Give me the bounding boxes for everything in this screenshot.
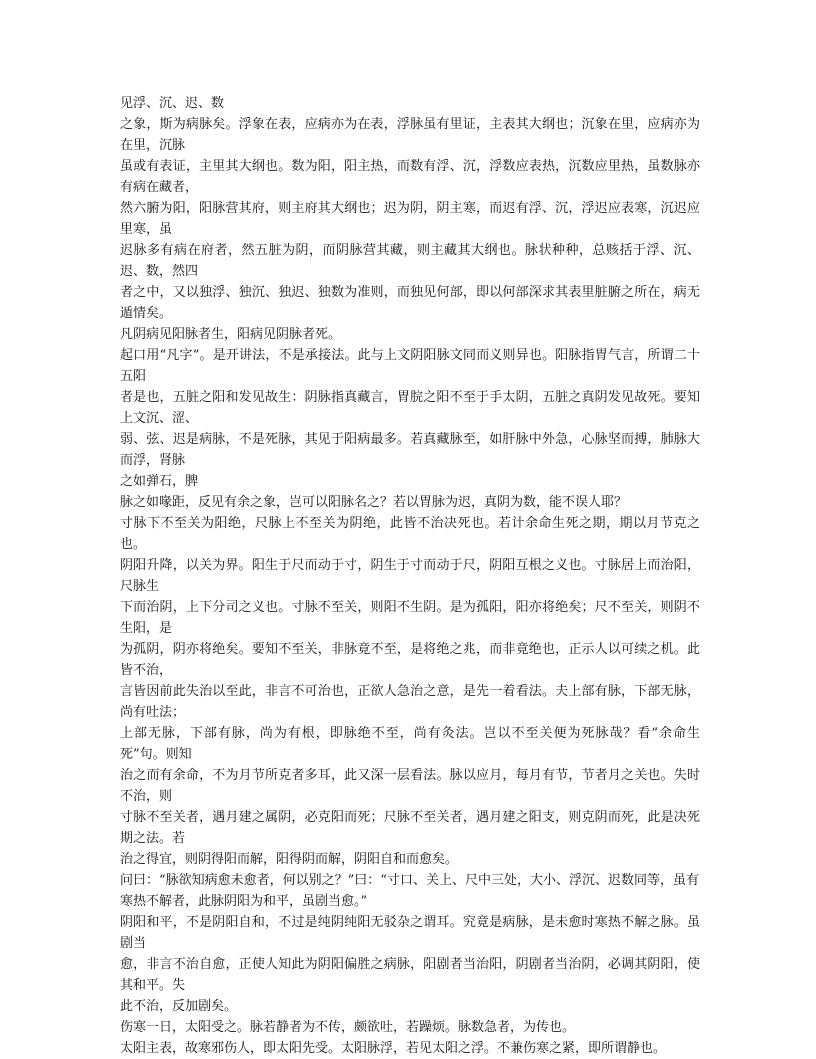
text-line: 愈，非言不治自愈，正使人知此为阴阳偏胜之病脉，阳剧者当治阳，阴剧者当治阴，必调其阴阳，使其和平。失	[120, 957, 700, 993]
text-line: 阴阳升降，以关为界。阳生于尺而动于寸，阴生于寸而动于尺，阴阳互根之义也。寸脉居上而治阳，尺脉生	[120, 558, 700, 594]
text-line: 迟脉多有病在府者，然五脏为阴，而阴脉营其藏，则主藏其大纲也。脉状种种，总赅括于浮、沉、迟、数，然四	[120, 243, 700, 279]
text-line: 治之得宜，则阴得阳而解，阳得阴而解，阴阳自和而愈矣。	[120, 852, 459, 867]
text-line: 寸脉下不至关为阳绝，尺脉上不至关为阴绝，此皆不治决死也。若计余命生死之期，期以月节克之也。	[120, 516, 700, 552]
text-line: 然六腑为阳，阳脉营其府，则主府其大纲也；迟为阴，阴主寒，而迟有浮、沉，浮迟应表寒，沉迟应里寒，虽	[120, 201, 700, 237]
text-line: 治之而有余命，不为月节所克者多耳，此又深一层看法。脉以应月，每月有节，节者月之关也。失时不治，则	[120, 768, 700, 804]
text-line: 起口用“凡字”。是开讲法，不是承接法。此与上文阴阳脉文同而义则异也。阳脉指胃气言，所谓二十五阳	[120, 348, 700, 384]
text-line: 言皆因前此失治以至此，非言不可治也，正欲人急治之意，是先一着看法。夫上部有脉，下部无脉，尚有吐法；	[120, 684, 700, 720]
text-line: 太阳主表，故寒邪伤人，即太阳先受。太阳脉浮，若见太阳之浮。不兼伤寒之紧，即所谓静也。	[120, 1041, 667, 1056]
document-page	[120, 93, 700, 1059]
text-line: 伤寒一日，太阳受之。脉若静者为不传，颇欲吐，若躁烦。脉数急者，为传也。	[120, 1020, 576, 1035]
text-line: 之象，斯为病脉矣。浮象在表，应病亦为在表，浮脉虽有里证，主表其大纲也；沉象在里，应病亦为在里，沉脉	[120, 117, 700, 153]
text-line: 为孤阴，阴亦将绝矣。要知不至关，非脉竟不至，是将绝之兆，而非竟绝也，正示人以可续之机。此皆不治，	[120, 642, 700, 678]
text-line: 者之中，又以独浮、独沉、独迟、独数为准则，而独见何部，即以何部深求其表里脏腑之所在，病无遁情矣。	[120, 285, 700, 321]
text-line: 此不治，反加剧矣。	[120, 999, 238, 1014]
text-line: 弱、弦、迟是病脉，不是死脉，其见于阳病最多。若真藏脉至，如肝脉中外急，心脉坚而搏，肺脉大而浮，肾脉	[120, 432, 700, 468]
text-line: 者是也，五脏之阳和发见故生：阴脉指真藏言，胃脘之阳不至于手太阴，五脏之真阴发见故死。要知上文沉、涩、	[120, 390, 700, 426]
text-line: 下而治阴，上下分司之义也。寸脉不至关，则阳不生阴。是为孤阳，阳亦将绝矣；尺不至关，则阴不生阳，是	[120, 600, 700, 636]
text-line: 问曰：“脉欲知病愈未愈者，何以别之？”曰：“寸口、关上、尺中三处，大小、浮沉、迟数同等，虽有	[120, 873, 699, 888]
text-line: 寸脉不至关者，遇月建之属阴，必克阳而死；尺脉不至关者，遇月建之阳支，则克阴而死，此是决死期之法。若	[120, 810, 700, 846]
text-line: 之如弹石，脾	[120, 474, 199, 489]
text-line: 凡阴病见阳脉者生，阳病见阴脉者死。	[120, 327, 342, 342]
text-line: 见浮、沉、迟、数	[120, 96, 225, 111]
text-line: 寒热不解者，此脉阴阳为和平，虽剧当愈。”	[120, 894, 368, 909]
text-line: 脉之如喙距，反见有余之象，岂可以阳脉名之？若以胃脉为迟，真阴为数，能不误人耶？	[120, 495, 628, 510]
text-line: 虽或有表证，主里其大纲也。数为阳，阳主热，而数有浮、沉，浮数应表热，沉数应里热，虽数脉亦有病在藏者，	[120, 159, 700, 195]
text-line: 阴阳和平，不是阴阳自和，不过是纯阴纯阳无驳杂之谓耳。究竟是病脉，是未愈时寒热不解之脉。虽剧当	[120, 915, 700, 951]
text-line: 上部无脉，下部有脉，尚为有根，即脉绝不至，尚有灸法。岂以不至关便为死脉哉？看“余命生死”句。则知	[120, 726, 700, 762]
